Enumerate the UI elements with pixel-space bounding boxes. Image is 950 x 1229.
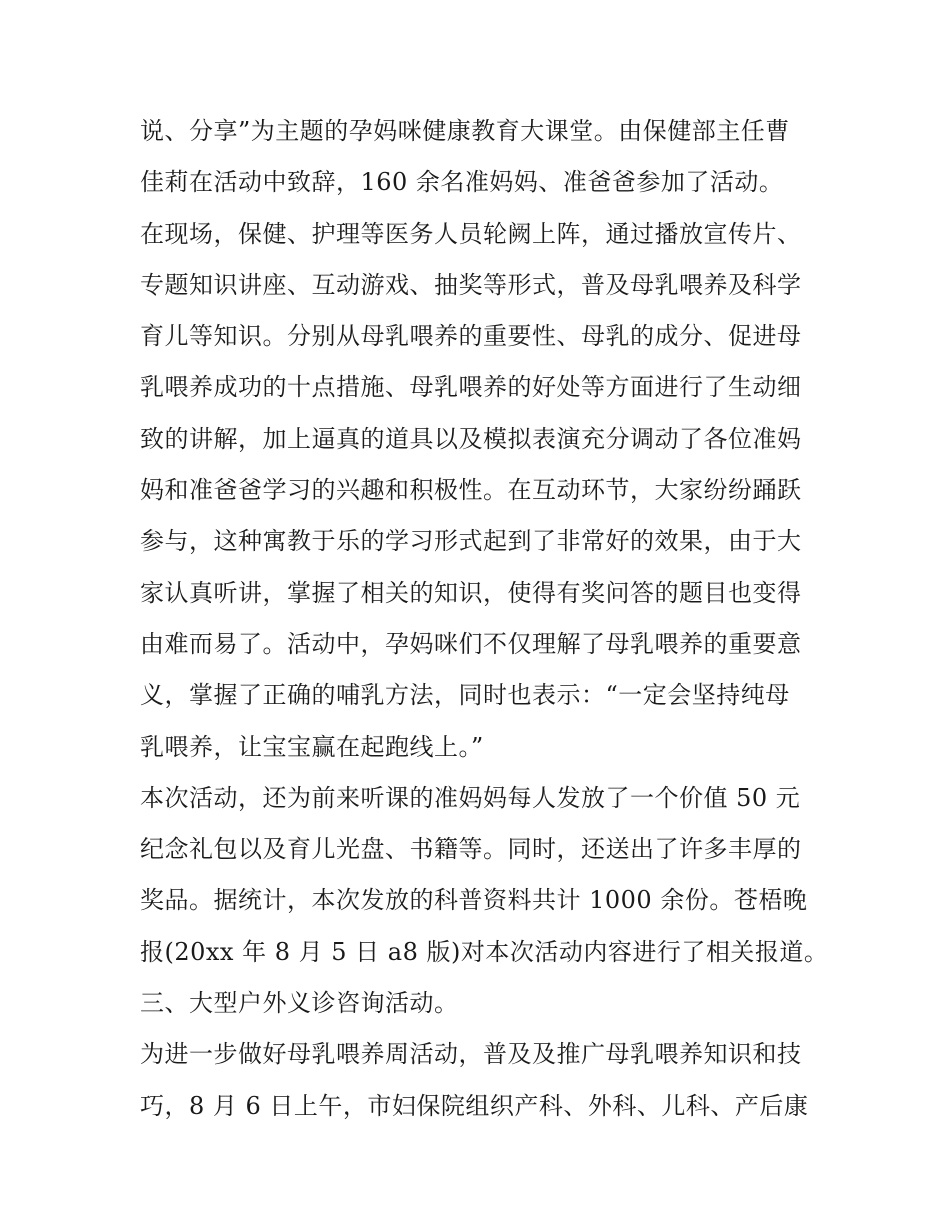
text-line-6: 乳喂养成功的十点措施、母乳喂养的好处等方面进行了生动细 — [140, 373, 802, 402]
text-line-16: 奖品。据统计，本次发放的科普资料共计 1000 余份。苍梧晚 — [140, 886, 808, 915]
document-body — [140, 106, 829, 1132]
text-line-17: 报(20xx 年 8 月 5 日 a8 版)对本次活动内容进行了相关报道。 — [140, 937, 829, 966]
text-line-5: 育儿等知识。分别从母乳喂养的重要性、母乳的成分、促进母 — [140, 322, 802, 351]
text-line-8: 妈和准爸爸学习的兴趣和积极性。在互动环节，大家纷纷踊跃 — [140, 476, 802, 505]
text-line-19: 为进一步做好母乳喂养周活动，普及及推广母乳喂养知识和技 — [140, 1040, 802, 1069]
text-line-12: 义，掌握了正确的哺乳方法，同时也表示：“一定会坚持纯母 — [140, 681, 790, 710]
text-line-20: 巧，8 月 6 日上午，市妇保院组织产科、外科、儿科、产后康 — [140, 1091, 809, 1120]
text-line-4: 专题知识讲座、互动游戏、抽奖等形式，普及母乳喂养及科学 — [140, 270, 802, 299]
text-line-1: 说、分享”为主题的孕妈咪健康教育大课堂。由保健部主任曹 — [140, 117, 790, 145]
text-line-15: 纪念礼包以及育儿光盘、书籍等。同时，还送出了许多丰厚的 — [140, 835, 802, 864]
text-line-14: 本次活动，还为前来听课的准妈妈每人发放了一个价值 50 元 — [140, 783, 801, 812]
text-line-11: 由难而易了。活动中，孕妈咪们不仅理解了母乳喂养的重要意 — [140, 629, 802, 658]
text-line-10: 家认真听讲，掌握了相关的知识，使得有奖问答的题目也变得 — [140, 578, 802, 607]
text-line-13: 乳喂养，让宝宝赢在起跑线上。” — [140, 732, 484, 761]
text-line-2: 佳莉在活动中致辞，160 余名准妈妈、准爸爸参加了活动。 — [140, 168, 784, 197]
text-line-9: 参与，这种寓教于乐的学习形式起到了非常好的效果，由于大 — [140, 527, 802, 556]
text-line-7: 致的讲解，加上逼真的道具以及模拟表演充分调动了各位准妈 — [140, 424, 802, 453]
section-heading: 三、大型户外义诊咨询活动。 — [140, 989, 459, 1018]
text-line-3: 在现场，保健、护理等医务人员轮阙上阵，通过播放宣传片、 — [140, 219, 802, 248]
